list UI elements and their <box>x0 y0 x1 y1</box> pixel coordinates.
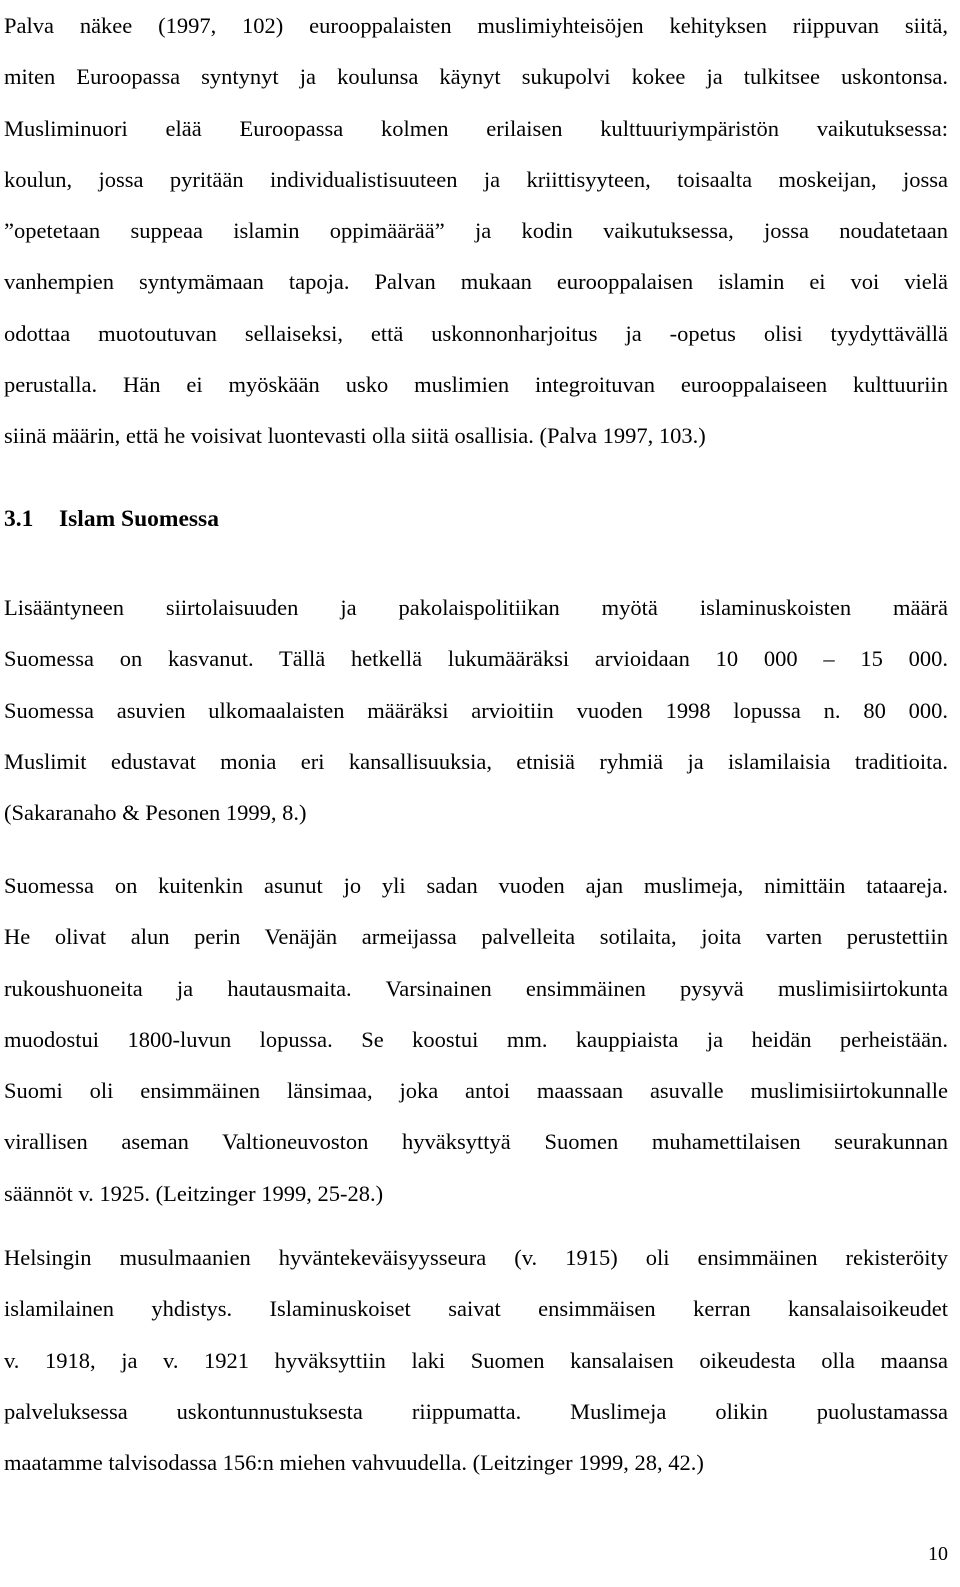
text-line: Musliminuori elää Euroopassa kolmen erilaisen kulttuuriympäristön vaikutuksessa: <box>4 115 948 141</box>
paragraph-association <box>4 1232 948 1488</box>
text-line: säännöt v. 1925. (Leitzinger 1999, 25-28.) <box>4 1180 384 1206</box>
section-heading <box>4 497 219 541</box>
text-line: Helsingin musulmaanien hyväntekeväisyysseura (v. 1915) oli ensimmäinen rekisteröity <box>4 1245 948 1270</box>
text-line: (Sakaranaho & Pesonen 1999, 8.) <box>4 800 307 826</box>
text-line: Palva näkee (1997, 102) eurooppalaisten muslimiyhteisöjen kehityksen riippuvan siitä, <box>4 13 948 38</box>
section-title: Islam Suomessa <box>59 506 219 532</box>
paragraph-tatars <box>4 860 948 1219</box>
text-line: rukoushuoneita ja hautausmaita. Varsinainen ensimmäinen pysyvä muslimisiirtokunta <box>4 975 948 1001</box>
text-line: Suomessa on kasvanut. Tällä hetkellä lukumääräksi arvioidaan 10 000 – 15 000. <box>4 646 948 672</box>
text-line: miten Euroopassa syntynyt ja koulunsa käynyt sukupolvi kokee ja tulkitsee uskontonsa. <box>4 64 948 90</box>
section-number: 3.1 <box>4 506 34 532</box>
paragraph-immigration <box>4 582 948 838</box>
text-line: perustalla. Hän ei myöskään usko muslimien integroituvan eurooppalaiseen kulttuuriin <box>4 372 948 398</box>
text-line: palveluksessa uskontunnustuksesta riippumatta. Muslimeja olikin puolustamassa <box>4 1398 948 1424</box>
text-line: Muslimit edustavat monia eri kansallisuuksia, etnisiä ryhmiä ja islamilaisia traditioita. <box>4 748 948 774</box>
page-number: 10 <box>928 1543 948 1565</box>
text-line: ”opetetaan suppeaa islamin oppimäärää” ja kodin vaikutuksessa, jossa noudatetaan <box>4 218 948 244</box>
text-line: virallisen aseman Valtioneuvoston hyväksyttyä Suomen muhamettilaisen seurakunnan <box>4 1129 948 1155</box>
paragraph-palva <box>4 0 948 462</box>
text-line: Suomessa on kuitenkin asunut jo yli sadan vuoden ajan muslimeja, nimittäin tataareja. <box>4 873 948 898</box>
text-line: odottaa muotoutuvan sellaiseksi, että uskonnonharjoitus ja -opetus olisi tyydyttävällä <box>4 320 948 346</box>
text-line: maatamme talvisodassa 156:n miehen vahvuudella. (Leitzinger 1999, 28, 42.) <box>4 1450 704 1476</box>
text-line: islamilainen yhdistys. Islaminuskoiset saivat ensimmäisen kerran kansalaisoikeudet <box>4 1296 948 1322</box>
text-line: siinä määrin, että he voisivat luontevasti olla siitä osallisia. (Palva 1997, 103.) <box>4 423 706 449</box>
text-line: He olivat alun perin Venäjän armeijassa palvelleita sotilaita, joita varten perustettiin <box>4 924 948 950</box>
text-line: muodostui 1800-luvun lopussa. Se koostui mm. kauppiaista ja heidän perheistään. <box>4 1026 948 1052</box>
text-line: Suomi oli ensimmäinen länsimaa, joka antoi maassaan asuvalle muslimisiirtokunnalle <box>4 1078 948 1104</box>
text-line: vanhempien syntymämaan tapoja. Palvan mukaan eurooppalaisen islamin ei voi vielä <box>4 269 948 295</box>
text-line: Suomessa asuvien ulkomaalaisten määräksi arvioitiin vuoden 1998 lopussa n. 80 000. <box>4 697 948 723</box>
text-line: Lisääntyneen siirtolaisuuden ja pakolaispolitiikan myötä islaminuskoisten määrä <box>4 595 948 620</box>
text-line: koulun, jossa pyritään individualistisuuteen ja kriittisyyteen, toisaalta moskeijan, jossa <box>4 166 948 192</box>
text-line: v. 1918, ja v. 1921 hyväksyttiin laki Suomen kansalaisen oikeudesta olla maansa <box>4 1347 948 1373</box>
